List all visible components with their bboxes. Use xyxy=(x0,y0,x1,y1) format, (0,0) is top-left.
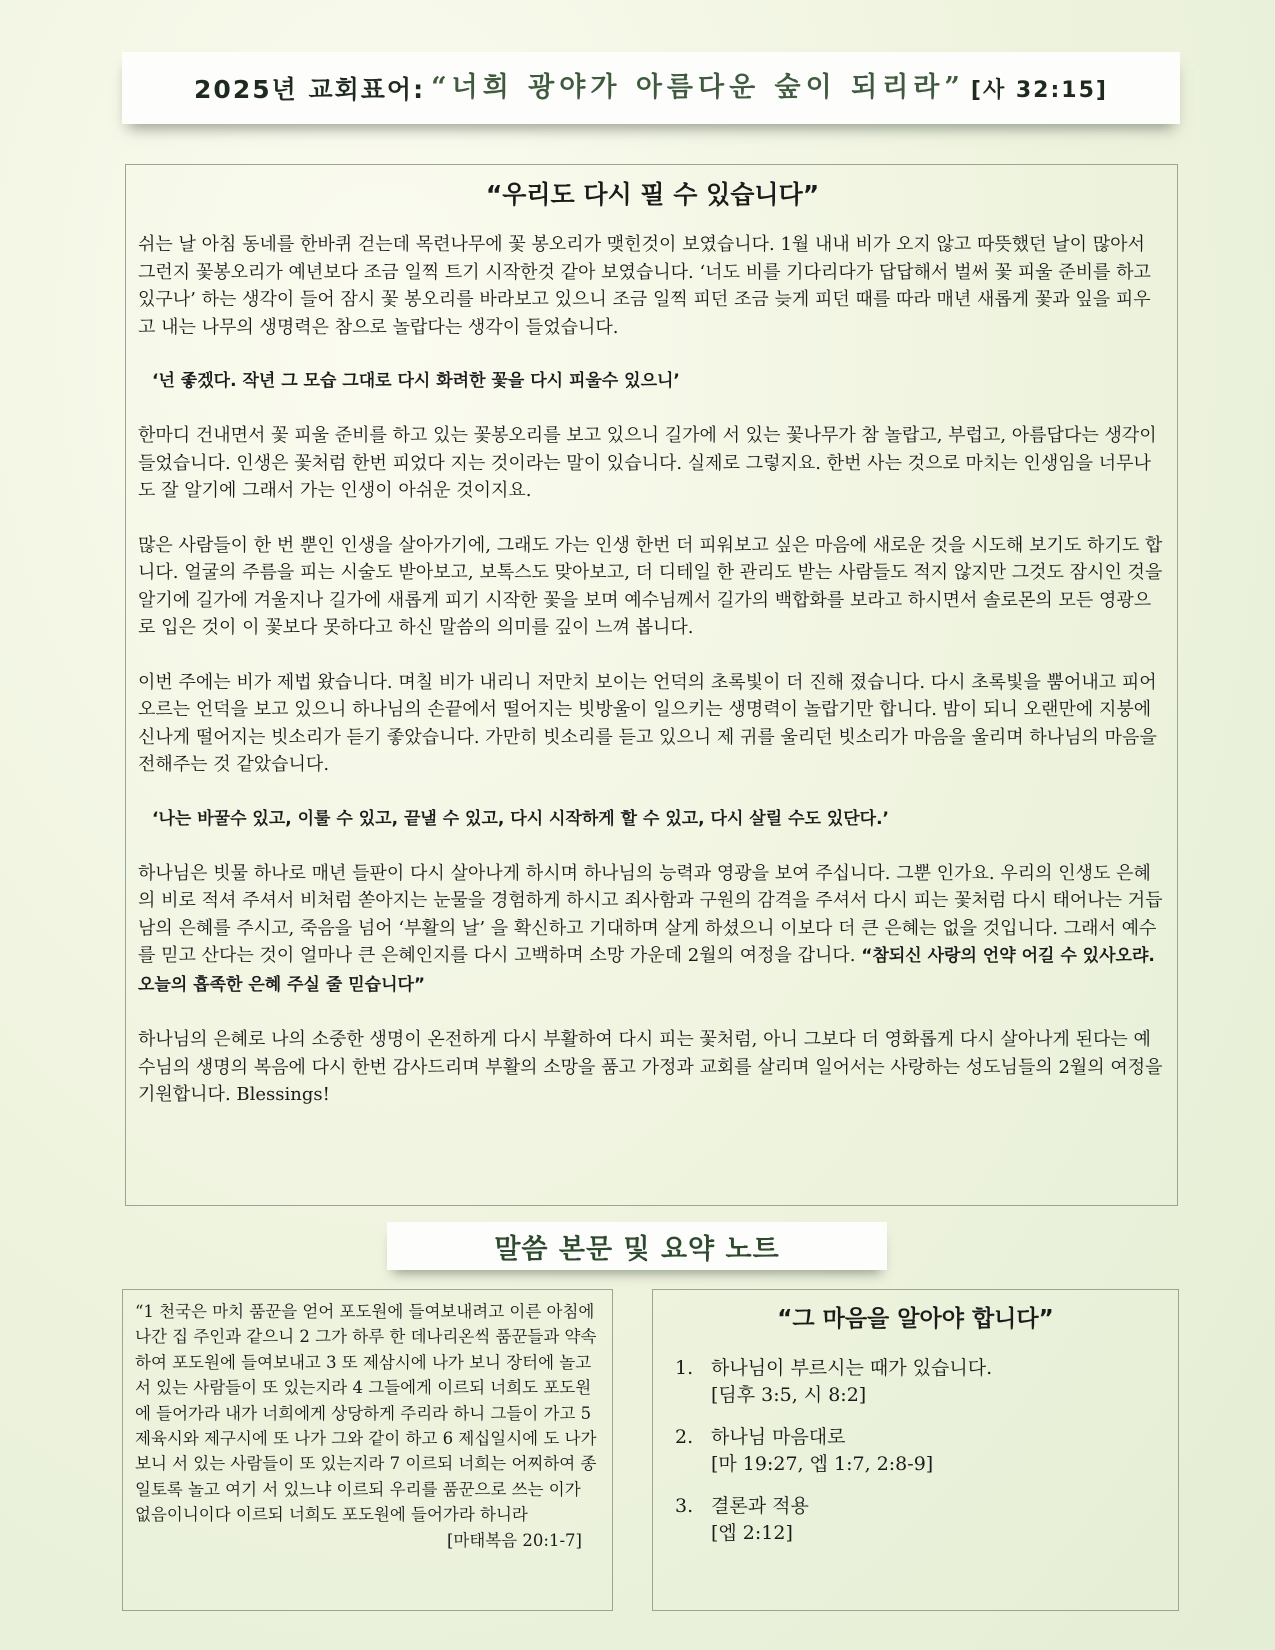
note-number: 2. xyxy=(675,1426,694,1448)
letter-title: “우리도 다시 필 수 있습니다” xyxy=(485,180,820,209)
letter-quote-2: ‘나는 바꿀수 있고, 이룰 수 있고, 끝낼 수 있고, 다시 시작하게 할 수 있고, 다시 살릴 수도 있단다.’ xyxy=(152,808,890,829)
motto-label: 2025년 교회표어: xyxy=(194,75,426,104)
motto-banner xyxy=(122,52,1180,124)
letter-paragraph-5 xyxy=(138,860,1167,1000)
letter-paragraph-1: 쉬는 날 아침 동네를 한바퀴 걷는데 목련나무에 꽃 봉오리가 맺힌것이 보였습니다. 1월 내내 비가 오지 않고 따뜻했던 날이 많아서 그런지 꽃봉오리가 예년보다 조금 일찍 트기 시작한것 같아 보였습니다. ‘너도 비를 기다리다가 답답해서 벌써 꽃 피울 준비를 하고 있구나’ 하는 생각이 들어 잠시 꽃 봉오리를 바라보고 있으니 조금 일찍 피던 조금 늦게 피던 때를 따라 매년 새롭게 꽃과 잎을 피우고 내는 나무의 생명력은 참으로 놀랍다는 생각이 들었습니다. xyxy=(138,234,1151,338)
pastoral-letter xyxy=(125,164,1178,1206)
scripture-text: “1 천국은 마치 품꾼을 얻어 포도원에 들여보내려고 이른 아침에 나간 집 주인과 같으니 2 그가 하루 한 데나리온씩 품꾼들과 약속하여 포도원에 들여보내고 3 또 제삼시에 나가 보니 장터에 놀고 서 있는 사람들이 또 있는지라 4 그들에게 이르되 너희도 포도원에 들어가라 내가 너희에게 상당하게 주리라 하니 그들이 가고 5 제육시와 제구시에 또 나가 그와 같이 하고 6 제십일시에 도 나가 보니 서 있는 사람들이 또 있는지라 7 이르되 너희는 어찌하여 종일토록 놀고 여기 서 있느냐 이르되 우리를 품꾼으로 쓰는 이가 없음이니이다 이르되 너희도 포도원에 들어가라 하니라 xyxy=(135,1302,597,1525)
notes-title: “그 마음을 알아야 합니다” xyxy=(777,1306,1054,1332)
note-item xyxy=(665,1424,1166,1478)
note-text: 하나님 마음대로 xyxy=(711,1426,846,1448)
letter-paragraph-2: 한마디 건내면서 꽃 피울 준비를 하고 있는 꽃봉오리를 보고 있으니 길가에 서 있는 꽃나무가 참 놀랍고, 부럽고, 아름답다는 생각이 들었습니다. 인생은 꽃처럼 한번 피었다 지는 것이라는 말이 있습니다. 실제로 그렇지요. 한번 사는 것으로 마치는 인생임을 너무나도 잘 알기에 그래서 가는 인생이 아쉬운 것이지요. xyxy=(138,425,1157,501)
note-item xyxy=(665,1493,1166,1547)
note-text: 결론과 적용 xyxy=(711,1495,809,1517)
letter-paragraph-3: 많은 사람들이 한 번 뿐인 인생을 살아가기에, 그래도 가는 인생 한번 더 피워보고 싶은 마음에 새로운 것을 시도해 보기도 하기도 합니다. 얼굴의 주름을 피는 시술도 받아보고, 보톡스도 맞아보고, 더 디테일 한 관리도 받는 사람들도 적지 않지만 그것도 잠시인 것을 알기에 길가에 겨울지나 길가에 새롭게 피기 시작한 꽃을 보며 예수님께서 길가의 백합화를 보라고 하시면서 솔로몬의 모든 영광으로 입은 것이 이 꽃보다 못하다고 하신 말씀의 의미를 깊이 느껴 봅니다. xyxy=(138,534,1163,638)
letter-paragraph-5-text: 하나님은 빗물 하나로 매년 들판이 다시 살아나게 하시며 하나님의 능력과 영광을 보여 주십니다. 그뿐 인가요. 우리의 인생도 은혜의 비로 적셔 주셔서 비처럼 쏟아지는 눈물을 경험하게 하시고 죄사함과 구원의 감격을 주셔서 다시 피는 꽃처럼 다시 태어나는 거듭남의 은혜를 주시고, 죽음을 넘어 ‘부활의 날’ 을 확신하고 기대하며 살게 하셨으니 이보다 더 큰 은혜는 없을 것입니다. 그래서 예수를 믿고 산다는 것이 얼마나 큰 은혜인지를 다시 고백하며 소망 가운데 2월의 여정을 갑니다. xyxy=(138,862,1163,966)
letter-paragraph-6: 하나님의 은혜로 나의 소중한 생명이 온전하게 다시 부활하여 다시 피는 꽃처럼, 아니 그보다 더 영화롭게 다시 살아나게 된다는 예수님의 생명의 복음에 다시 한번 감사드리며 부활의 소망을 품고 가정과 교회를 살리며 일어서는 사랑하는 성도님들의 2월의 여정을 기원합니다. Blessings! xyxy=(138,1029,1163,1105)
note-reference: [마 19:27, 엡 1:7, 2:8-9] xyxy=(711,1453,934,1475)
motto-reference: [사 32:15] xyxy=(970,77,1108,103)
letter-paragraph-4: 이번 주에는 비가 제법 왔습니다. 며칠 비가 내리니 저만치 보이는 언덕의 초록빛이 더 진해 졌습니다. 다시 초록빛을 뿜어내고 피어오르는 언덕을 보고 있으니 하나님의 손끝에서 떨어지는 빗방울이 일으키는 생명력이 놀랍기만 합니다. 밤이 되니 오랜만에 지붕에 신나게 떨어지는 빗소리가 듣기 좋았습니다. 가만히 빗소리를 듣고 있으니 제 귀를 울리던 빗소리가 마음을 울리며 하나님의 마음을 전해주는 것 같았습니다. xyxy=(138,671,1157,775)
letter-paragraph-5-bold: “참되신 사랑의 언약 어길 수 있사오랴. 오늘의 흡족한 은혜 주실 줄 믿습니다” xyxy=(138,946,1155,995)
sermon-notes-box xyxy=(652,1289,1179,1611)
note-reference: [딤후 3:5, 시 8:2] xyxy=(711,1384,867,1406)
note-number: 3. xyxy=(675,1495,694,1517)
section-header: 말씀 본문 및 요약 노트 xyxy=(387,1222,887,1270)
letter-quote-1: ‘넌 좋겠다. 작년 그 모습 그대로 다시 화려한 꽃을 다시 피울수 있으니’ xyxy=(152,371,680,391)
note-text: 하나님이 부르시는 때가 있습니다. xyxy=(711,1357,993,1379)
note-item xyxy=(665,1355,1166,1409)
scripture-reference: [마태복음 20:1-7] xyxy=(446,1530,582,1550)
note-number: 1. xyxy=(675,1357,694,1379)
scripture-box xyxy=(122,1289,613,1611)
motto-text: “너희 광야가 아름다운 숲이 되리라” xyxy=(431,71,965,103)
note-reference: [엡 2:12] xyxy=(711,1522,793,1544)
